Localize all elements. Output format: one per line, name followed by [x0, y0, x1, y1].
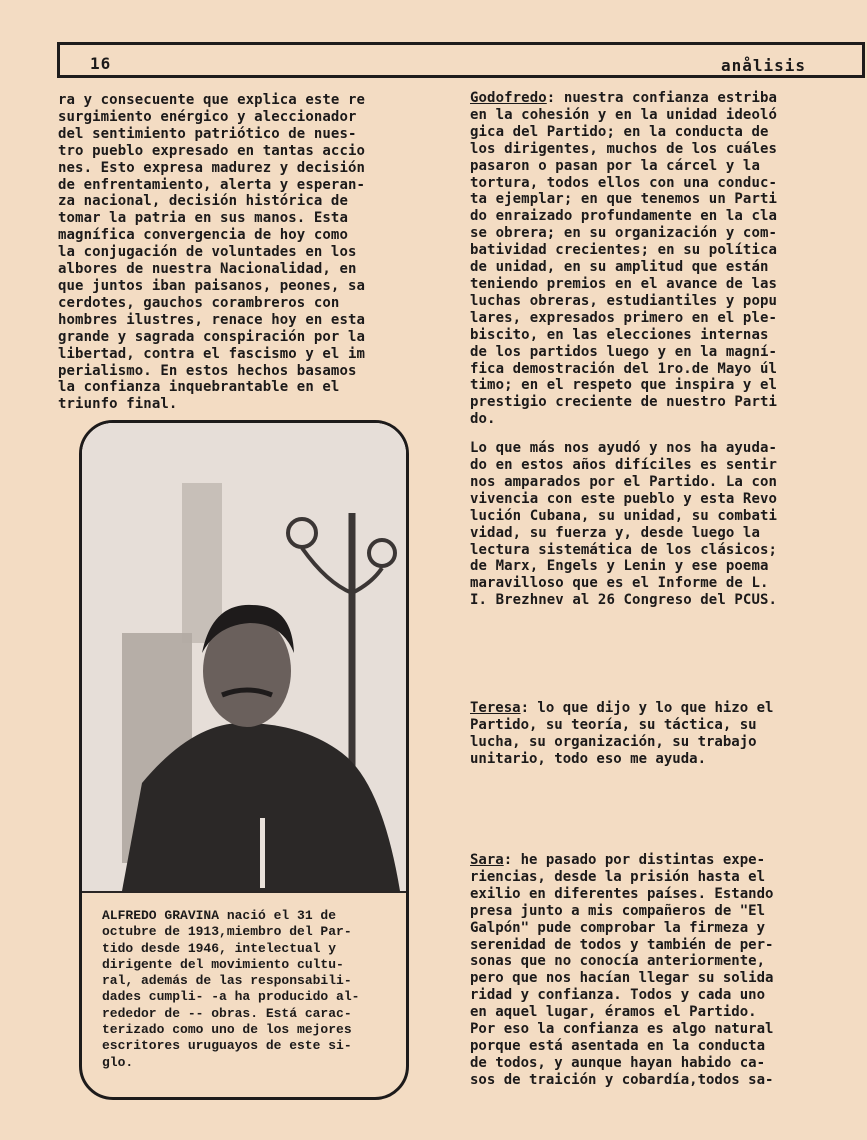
text-line: libertad, contra el fascismo y el im	[58, 345, 366, 362]
caption-line: dades cumpli- -a ha producido al-	[102, 989, 360, 1005]
text-line: magnífica convergencia de hoy como	[58, 227, 348, 244]
text-line: se obrera; en su organización y com-	[470, 225, 778, 242]
text-line: fica demostración del 1ro.de Mayo úl	[470, 360, 778, 377]
page-number: 16	[90, 54, 112, 73]
text-line: ta ejemplar; en que tenemos un Parti	[470, 191, 778, 208]
text-line: exilio en diferentes países. Estando	[470, 885, 774, 902]
photo-frame	[79, 420, 409, 1100]
text-line: cerdotes, gauchos corambreros con	[58, 294, 340, 311]
text-line: luchas obreras, estudiantiles y popu	[470, 292, 778, 309]
text-line: gica del Partido; en la conducta de	[470, 123, 769, 140]
text-line: de enfrentamiento, alerta y esperan-	[58, 176, 366, 193]
text-line: I. Brezhnev al 26 Congreso del PCUS.	[470, 592, 778, 609]
text-line: unitario, todo eso me ayuda.	[470, 750, 707, 767]
speaker-line-text: : nuestra confianza estriba	[546, 90, 778, 106]
text-line: za nacional, decisión histórica de	[58, 193, 348, 210]
caption-line: tido desde 1946, intelectual y	[102, 940, 337, 956]
text-line: en aquel lugar, éramos el Partido.	[470, 1004, 757, 1021]
text-line: lectura sistemática de los clásicos;	[470, 541, 778, 558]
text-line: en la cohesión y en la unidad ideoló	[470, 106, 778, 123]
text-line: lución Cubana, su unidad, su combati	[470, 507, 778, 524]
text-line: lucha, su organización, su trabajo	[470, 733, 757, 750]
text-line: de todos, y aunque hayan habido ca-	[470, 1054, 766, 1071]
text-line: do.	[470, 411, 496, 428]
text-line: do en estos años difíciles es sentir	[470, 457, 778, 474]
page-header	[57, 42, 865, 78]
text-line: triunfo final.	[58, 396, 178, 413]
text-line: del sentimiento patriótico de nues-	[58, 125, 357, 142]
left-column-text	[58, 92, 433, 413]
caption-line: octubre de 1913,miembro del Par-	[102, 924, 352, 940]
caption-line: glo.	[102, 1054, 134, 1070]
text-line: de los partidos luego y en la magní-	[470, 343, 778, 360]
text-line: que juntos iban paisanos, peones, sa	[58, 277, 366, 294]
text-line: porque está asentada en la conducta	[470, 1037, 766, 1054]
caption-line: dirigente del movimiento cultu-	[102, 956, 344, 972]
text-line: presa junto a mis compañeros de "El	[470, 902, 766, 919]
text-line: maravilloso que es el Informe de L.	[470, 575, 769, 592]
godofredo-text	[470, 90, 845, 609]
text-line: nes. Esto expresa madurez y decisión	[58, 159, 366, 176]
caption-line: rededor de -- obras. Está carac-	[102, 1005, 352, 1021]
text-line: Galpón" pude comprobar la firmeza y	[470, 919, 766, 936]
text-line: do enraizado profundamente en la cla	[470, 208, 778, 225]
text-line: ra y consecuente que explica este re	[58, 92, 366, 108]
text-line: ridad y confianza. Todos y cada uno	[470, 987, 766, 1004]
text-line: timo; en el respeto que inspira y el	[470, 377, 778, 394]
text-line: teniendo premios en el avance de las	[470, 275, 778, 292]
caption-line: ral, además de las responsabili-	[102, 973, 352, 989]
text-line: tro pueblo expresado en tantas accio	[58, 142, 366, 159]
text-line: tomar la patria en sus manos. Esta	[58, 210, 348, 227]
speaker-line-text: : he pasado por distintas expe-	[503, 852, 766, 868]
text-line: vivencia con este pueblo y esta Revo	[470, 490, 778, 507]
text-line: hombres ilustres, renace hoy en esta	[58, 311, 366, 328]
caption-line: escritores uruguayos de este si-	[102, 1038, 352, 1054]
speaker-name: Teresa	[470, 700, 521, 716]
text-line: nos amparados por el Partido. La con	[470, 473, 778, 490]
teresa-text	[470, 700, 773, 768]
text-line: grande y sagrada conspiración por la	[58, 328, 366, 345]
text-line: riencias, desde la prisión hasta el	[470, 868, 766, 885]
text-line: Por eso la confianza es algo natural	[470, 1021, 774, 1038]
photo-caption	[102, 908, 402, 1071]
text-line: sonas que no conocía anteriormente,	[470, 953, 766, 970]
portrait-illustration	[82, 423, 406, 891]
text-line: sos de traición y cobardía,todos sa-	[470, 1071, 774, 1088]
text-line: pero que nos hacían llegar su solida	[470, 970, 774, 987]
text-line: los dirigentes, muchos de los cuáles	[470, 140, 778, 157]
text-line: la conjugación de voluntades en los	[58, 244, 357, 261]
portrait-photo	[82, 423, 406, 893]
text-line: perialismo. En estos hechos basamos	[58, 362, 357, 379]
text-line: prestigio creciente de nuestro Parti	[470, 394, 778, 411]
text-line: albores de nuestra Nacionalidad, en	[58, 261, 357, 278]
speaker-name: Godofredo	[470, 90, 547, 106]
text-line: serenidad de todos y también de per-	[470, 936, 774, 953]
text-line: vidad, su fuerza y, desde luego la	[470, 524, 760, 541]
text-line: de unidad, en su amplitud que están	[470, 259, 769, 276]
text-line: Partido, su teoría, su táctica, su	[470, 716, 757, 733]
speaker-line-text: : lo que dijo y lo que hizo el	[520, 700, 774, 716]
text-line: Lo que más nos ayudó y nos ha ayuda-	[470, 440, 778, 457]
text-line: de Marx, Engels y Lenin y ese poema	[470, 558, 769, 575]
text-line: batividad crecientes; en su política	[470, 242, 778, 259]
sara-text	[470, 852, 773, 1089]
paragraph-spacer	[470, 428, 845, 440]
text-line: surgimiento enérgico y aleccionador	[58, 108, 357, 125]
text-line: biscito, en las elecciones internas	[470, 326, 769, 343]
speaker-name: Sara	[470, 852, 504, 868]
speaker-line	[470, 852, 773, 869]
speaker-line	[470, 90, 845, 107]
section-title: anålisis	[720, 56, 806, 75]
text-line: la confianza inquebrantable en el	[58, 379, 340, 396]
text-line: pasaron o pasan por la cárcel y la	[470, 157, 760, 174]
caption-line: ALFREDO GRAVINA nació el 31 de	[102, 908, 337, 923]
speaker-line	[470, 700, 773, 717]
text-line: lares, expresados primero en el ple-	[470, 309, 778, 326]
text-line: tortura, todos ellos con una conduc-	[470, 174, 778, 191]
caption-line: terizado como uno de los mejores	[102, 1022, 352, 1038]
